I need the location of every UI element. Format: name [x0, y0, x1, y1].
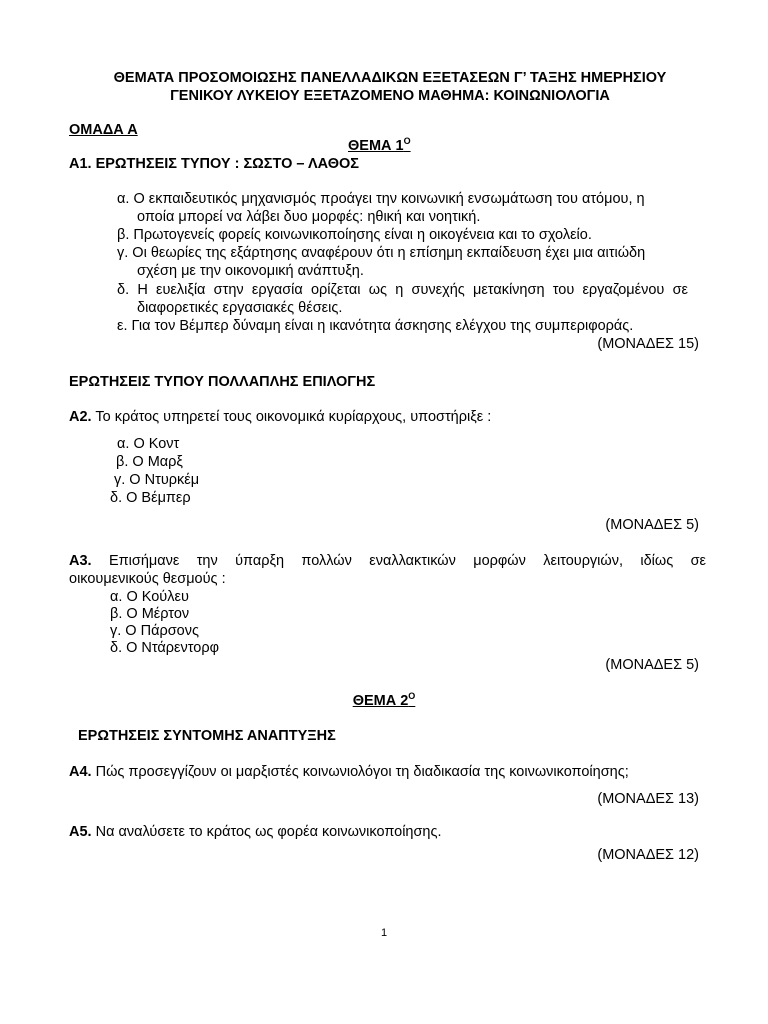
theme-2-label: ΘΕΜΑ 2	[352, 693, 409, 709]
a2-option-c: γ. Ο Ντυρκέμ	[114, 472, 200, 488]
a3-question-line2: οικουμενικούς θεσμούς :	[69, 571, 226, 587]
theme-1-label: ΘΕΜΑ 1	[348, 138, 404, 154]
a2-marks: (ΜΟΝΑΔΕΣ 5)	[605, 517, 699, 533]
a1-item-c-line2: σχέση με την οικονομική ανάπτυξη.	[137, 263, 364, 279]
a5-text: Να αναλύσετε το κράτος ως φορέα κοινωνικοποίησης.	[91, 824, 442, 840]
a1-item-b: β. Πρωτογενείς φορείς κοινωνικοποίησης είναι η οικογένεια και το σχολείο.	[117, 227, 592, 243]
title-line-1: ΘΕΜΑΤΑ ΠΡΟΣΟΜΟΙΩΣΗΣ ΠΑΝΕΛΛΑΔΙΚΩΝ ΕΞΕΤΑΣΕΩΝ Γ’ ΤΑΞΗΣ ΗΜΕΡΗΣΙΟΥ	[113, 70, 667, 86]
a3-text-line1: Επισήμανε την ύπαρξη πολλών εναλλακτικών μορφών λειτουργιών, ιδίως σε	[108, 553, 706, 569]
page-number: 1	[380, 927, 388, 939]
a2-option-d: δ. Ο Βέμπερ	[110, 490, 191, 506]
a3-question-line1	[69, 552, 706, 570]
a1-marks: (ΜΟΝΑΔΕΣ 15)	[597, 336, 699, 352]
theme-1-heading	[348, 137, 411, 155]
a1-heading: Α1. ΕΡΩΤΗΣΕΙΣ ΤΥΠΟΥ : ΣΩΣΤΟ – ΛΑΘΟΣ	[69, 156, 359, 172]
theme-2-sup: Ο	[408, 691, 416, 702]
a5-question	[69, 823, 442, 841]
a3-marks: (ΜΟΝΑΔΕΣ 5)	[605, 657, 699, 673]
a3-option-a: α. Ο Κούλευ	[110, 589, 189, 605]
a3-label: Α3.	[69, 553, 92, 569]
short-answer-heading: ΕΡΩΤΗΣΕΙΣ ΣΥΝΤΟΜΗΣ ΑΝΑΠΤΥΞΗΣ	[78, 728, 336, 744]
title-line-2: ΓΕΝΙΚΟΥ ΛΥΚΕΙΟΥ ΕΞΕΤΑΖΟΜΕΝΟ ΜΑΘΗΜΑ: ΚΟΙΝΩΝΙΟΛΟΓΙΑ	[170, 88, 610, 104]
document-title	[60, 69, 720, 105]
group-heading: ΟΜΑΔΑ Α	[69, 122, 138, 138]
a1-item-a-line1: α. Ο εκπαιδευτικός μηχανισμός προάγει την κοινωνική ενσωμάτωση του ατόμου, η	[117, 191, 645, 207]
a3-option-b: β. Ο Μέρτον	[110, 606, 190, 622]
a4-question	[69, 763, 629, 781]
a3-option-d: δ. Ο Ντάρεντορφ	[110, 640, 220, 656]
a1-item-c-line1: γ. Οι θεωρίες της εξάρτησης αναφέρουν ότι η επίσημη εκπαίδευση έχει μια αιτιώδη	[117, 245, 646, 261]
a5-label: Α5.	[69, 824, 92, 840]
theme-2-heading	[0, 692, 768, 710]
a1-item-d-line1: δ. Η ευελιξία στην εργασία ορίζεται ως η συνεχής μετακίνηση του εργαζομένου σε	[117, 282, 688, 298]
a4-marks: (ΜΟΝΑΔΕΣ 13)	[597, 791, 699, 807]
a2-label: Α2.	[69, 409, 92, 425]
multiple-choice-heading: ΕΡΩΤΗΣΕΙΣ ΤΥΠΟΥ ΠΟΛΛΑΠΛΗΣ ΕΠΙΛΟΓΗΣ	[69, 374, 376, 390]
a4-text: Πώς προσεγγίζουν οι μαρξιστές κοινωνιολόγοι τη διαδικασία της κοινωνικοποίησης;	[91, 764, 629, 780]
a2-question	[69, 408, 491, 426]
a2-option-a: α. Ο Κοντ	[117, 436, 180, 452]
theme-1-sup: Ο	[403, 136, 411, 147]
a5-marks: (ΜΟΝΑΔΕΣ 12)	[597, 847, 699, 863]
a2-option-b: β. Ο Μαρξ	[116, 454, 183, 470]
a3-option-c: γ. Ο Πάρσονς	[110, 623, 199, 639]
a1-item-a-line2: οποία μπορεί να λάβει δυο μορφές: ηθική και νοητική.	[137, 209, 481, 225]
a4-label: Α4.	[69, 764, 92, 780]
a1-item-e: ε. Για τον Βέμπερ δύναμη είναι η ικανότητα άσκησης ελέγχου της συμπεριφοράς.	[117, 318, 634, 334]
a1-item-d-line2: διαφορετικές εργασιακές θέσεις.	[137, 300, 343, 316]
a2-text: Το κράτος υπηρετεί τους οικονομικά κυρίαρχους, υποστήριξε :	[91, 409, 492, 425]
